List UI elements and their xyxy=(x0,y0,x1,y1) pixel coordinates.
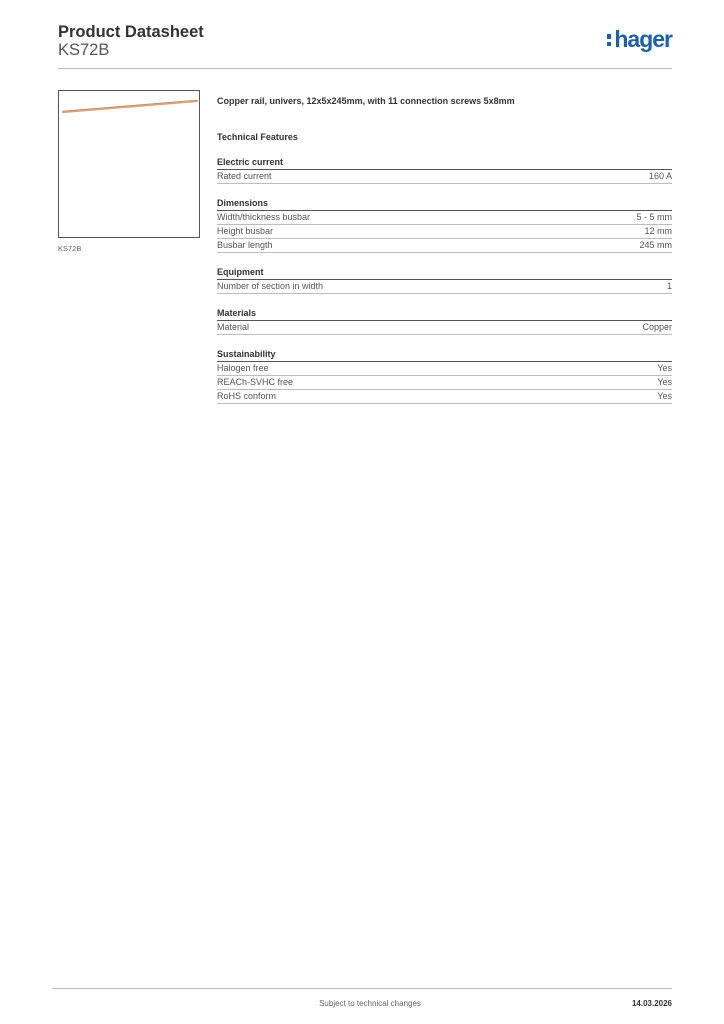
row-value: 245 mm xyxy=(639,240,672,250)
logo-text: hager xyxy=(614,26,672,52)
row-label: Halogen free xyxy=(217,363,269,373)
table-row xyxy=(217,362,672,376)
row-label: Busbar length xyxy=(217,240,273,250)
row-label: Material xyxy=(217,322,250,332)
rail-shape xyxy=(63,101,197,112)
row-value: Yes xyxy=(657,363,672,373)
brand-logo xyxy=(607,28,672,56)
table-row xyxy=(217,321,672,335)
row-value: 1 xyxy=(666,281,672,291)
logo-dot xyxy=(607,34,612,39)
logo-dot xyxy=(607,42,612,47)
section-title: Dimensions xyxy=(217,198,672,211)
section-title: Sustainability xyxy=(217,349,672,362)
footer-date: 14.03.2026 xyxy=(631,999,672,1008)
row-label: Height busbar xyxy=(217,226,274,236)
section-equipment xyxy=(217,267,672,294)
section-materials xyxy=(217,308,672,335)
section-dimensions xyxy=(217,198,672,253)
section-title: Materials xyxy=(217,308,672,321)
table-row xyxy=(217,225,672,239)
table-row xyxy=(217,211,672,225)
footer-note: Subject to technical changes xyxy=(319,999,421,1008)
row-value: 5 - 5 mm xyxy=(636,212,672,222)
row-value: Yes xyxy=(657,377,672,387)
image-caption: KS72B xyxy=(58,244,82,253)
copper-rail-icon xyxy=(59,91,201,239)
section-title: Equipment xyxy=(217,267,672,280)
table-row xyxy=(217,280,672,294)
logo-colon-icon xyxy=(607,34,612,46)
page-header xyxy=(58,20,672,69)
rail-edge xyxy=(63,100,197,111)
row-label: REACh-SVHC free xyxy=(217,377,294,387)
table-row xyxy=(217,239,672,253)
technical-features-title: Technical Features xyxy=(217,132,298,142)
row-label: Number of section in width xyxy=(217,281,324,291)
row-value: Copper xyxy=(642,322,672,332)
row-value: Yes xyxy=(657,391,672,401)
section-sustainability xyxy=(217,349,672,404)
table-row xyxy=(217,376,672,390)
row-label: Rated current xyxy=(217,171,272,181)
product-image xyxy=(58,90,200,238)
row-value: 160 A xyxy=(648,171,672,181)
document-title: Product Datasheet xyxy=(58,23,204,41)
section-title: Electric current xyxy=(217,157,672,170)
page-footer xyxy=(52,988,672,1008)
product-code: KS72B xyxy=(58,41,110,59)
row-value: 12 mm xyxy=(644,226,672,236)
table-row xyxy=(217,390,672,404)
product-description: Copper rail, univers, 12x5x245mm, with 11 connection screws 5x8mm xyxy=(217,96,515,106)
row-label: RoHS conform xyxy=(217,391,277,401)
datasheet-content xyxy=(217,95,672,404)
table-row xyxy=(217,170,672,184)
row-label: Width/thickness busbar xyxy=(217,212,311,222)
section-electric-current xyxy=(217,157,672,184)
